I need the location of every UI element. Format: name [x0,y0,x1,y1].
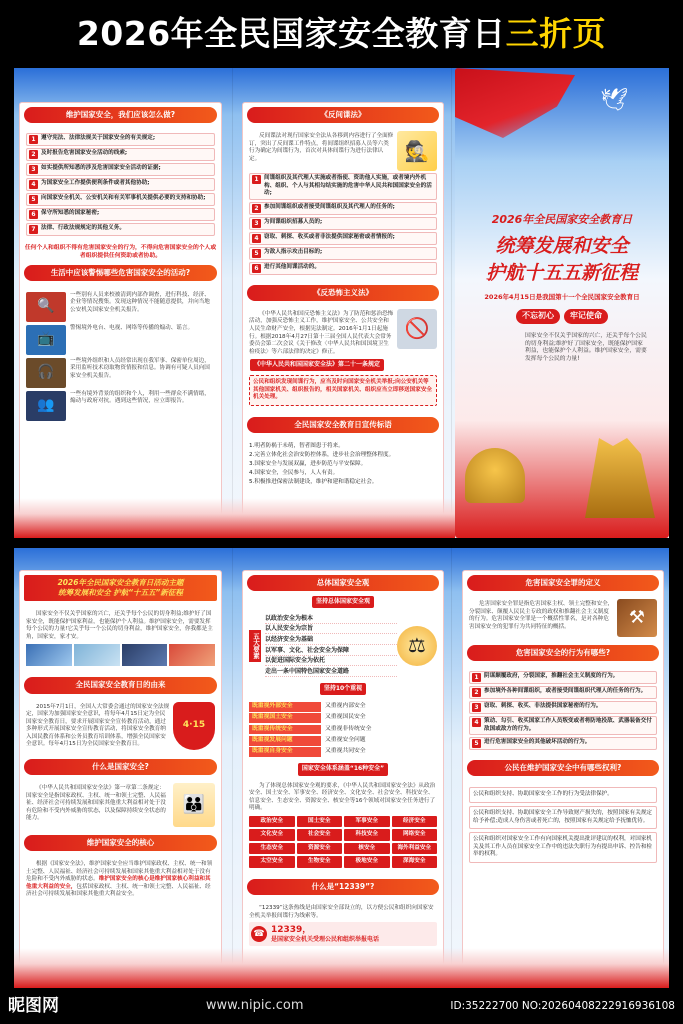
article-title: 《中华人民共和国国家安全法》第二十一条规定 [250,359,384,371]
emphasis-left: 既重视传统安全 [249,725,321,735]
list-item [26,133,215,146]
security-domain: 政治安全 [249,816,295,828]
right-item: 公民和组织支持、协助国家安全工作的行为受法律保护。 [469,787,657,803]
sub-heading: 坚持总体国家安全观 [312,596,374,608]
item-number: 5 [252,249,261,258]
cover-subtitle: 2026年全民国家安全教育日 [491,213,633,226]
item-text: 参加间谍组织或者接受间谍组织及其代理人的任务的; [264,203,395,210]
harmful-acts-list [463,665,663,756]
sixteen-intro: 为了体现总体国家安全观的要求，《中华人民共和国国家安全法》从政治安全、国土安全、军事安全、经济安全、文化安全、社会安全、科技安全、信息安全、生态安全、资源安全、核安全等16个领域对国家安全任务进行了明确。 [249,782,436,812]
item-number: 1 [29,135,38,144]
list-item [249,217,437,230]
brochure-outer-side [14,68,669,538]
section-heading: 危害国家安全的行为有哪些? [467,645,659,661]
emphasis-left: 既重视自身安全 [249,747,321,757]
security-domain: 生物安全 [297,856,343,868]
emphasis-right: 又重视安全问题 [325,736,366,743]
item-text: 为间谍组织招募人员的; [264,218,323,225]
vigilance-item [26,292,215,322]
section-heading: 危害国家安全罪的定义 [467,575,659,591]
item-text: 策动、勾引、收买国家工作人员叛变或者将防地投敌、武器装备交付敌国或敌方的行为。 [484,718,652,732]
section-heading: 《反恐怖主义法》 [247,285,439,301]
list-item [469,671,657,684]
list-item [249,232,437,245]
emphasis-left: 既重视外部安全 [249,702,321,712]
spy-illustration-icon: 🕵 [397,131,437,171]
security-domain: 文化安全 [249,829,295,841]
list-item [469,737,657,750]
security-domain: 军事安全 [344,816,390,828]
item-text: 进行其他间谍活动的。 [264,263,320,270]
emphasis-row [249,736,437,746]
element-item: 走出一条中国特色国家安全道路 [265,668,397,677]
gavel-icon: ⚒ [617,599,657,637]
cover-slogan-2: 护航十五五新征程 [485,262,638,285]
spy-acts-list [249,173,437,275]
slogan: 3.国家安全与发展双赢，进步防范与平安保障。 [249,460,367,467]
hotline-intro: “12339”这条热线是由国家安全部设立的，以方便公民和组织向国家安全机关举报间谍行为线索等。 [249,905,434,919]
phone-icon: ☎ [251,926,267,942]
list-item [26,163,215,176]
right-item: 公民和组织对国家安全工作有向国家机关提出批评建议的权利，对国家机关及其工作人员在国家安全工作中的违法失职行为有提出申诉、控告和检举的权利。 [469,832,657,863]
panel-laws [242,102,444,530]
vigilance-item [26,391,215,421]
list-item [249,173,437,200]
illustration-icon: 🔍 [26,292,66,322]
duty-list [20,127,221,242]
sub-heading: 国家安全体系涵盖“16种安全” [298,763,388,775]
emphasis-right: 又重视国民安全 [325,714,366,721]
security-domain: 网络安全 [392,829,438,841]
item-text: 警惕境外电台、电视、网络等传播的煽动、谣言。 [70,324,194,331]
watermark-bar [0,988,683,1024]
item-text: 阴谋颠覆政府，分裂国家，推翻社会主义制度的行为。 [484,673,619,680]
vigilance-item [26,325,215,355]
section-heading: 生活中应该警惕哪些危害国家安全的活动? [24,265,217,281]
list-item [249,247,437,260]
element-item: 以军事、文化、社会安全为保障 [265,647,397,656]
cover-body: 国家安全不仅关乎国家的兴亡，还关乎每个公民的切身利益;维护好了国家安全，既能保护国家利益，也能保护个人利益。维护国家安全，需要发挥每个公民的力量! [525,332,647,363]
list-item [26,193,215,206]
brochure-inner-side [14,548,669,988]
slogan: 1.明者防祸于未萌，智者图患于将来。 [249,442,344,449]
item-number: 4 [472,718,481,727]
item-text: 窃取、刺探、收买、非法提供国家秘密的行为。 [484,703,602,710]
cover-date-line: 2026年4月15日是我国第十一个全民国家安全教育日 [484,293,640,302]
item-text: 向国家安全机关、公安机关和有关军事机关提供必要的支持和协助; [41,195,206,202]
security-photo [74,644,120,666]
origin-text: 2015年7月1日，全国人大常委会通过的国家安全法规定，国家为加强国家安全意识，将每年4月15日定为全民国家安全教育日，要求开展国家安全宣传教育活动，通过多种形式开展国家安全宣传教育活动，将国家安全教育纳入国民教育体系和公务员教育培训体系，增强全民国家安全意识。每年4月15日为全民国家安全教育日。 [26,703,170,748]
item-number: 6 [252,264,261,273]
emphasis-row [249,747,437,757]
slogan-list [243,437,443,492]
emphasis-right: 又重视内部安全 [325,702,366,709]
section-heading: 什么是“12339”? [247,879,439,895]
item-text: 进行危害国家安全的其他破坏活动的行为。 [484,739,591,746]
security-domain: 太空安全 [249,856,295,868]
list-item [249,202,437,215]
lion-statue-icon [465,448,525,503]
slogan: 5.积极推进保密法制建设，维护和建和谐稳定社会。 [249,478,378,485]
list-item [26,223,215,236]
item-text: 及时报告危害国家安全活动的线索; [41,150,128,157]
item-number: 6 [29,210,38,219]
item-number: 2 [29,150,38,159]
panel-cover [455,68,669,538]
security-domain: 深海安全 [392,856,438,868]
list-item [469,716,657,735]
item-number: 3 [29,165,38,174]
item-number: 2 [472,688,481,697]
section-heading: 公民在维护国家安全中有哪些权利? [467,760,659,776]
definition-text: 危害国家安全罪是指危害国家主权、领土完整和安全，分裂国家、颠覆人民民主专政的政权和推翻社会主义制度的行为。危害国家安全罪是一个概括性罪名，是对各种危害国家安全的犯罪行为共同特征的概括。 [469,601,614,630]
panel-theme [19,570,222,980]
item-text: 参加境外各种间谍组织，或者接受间谍组织代理人的任务的行为。 [484,688,647,695]
title-bar [0,0,683,68]
scales-icon: ⚖ [397,626,437,666]
item-number: 5 [472,739,481,748]
security-domain: 社会安全 [297,829,343,841]
item-number: 5 [29,195,38,204]
monument-icon [585,438,655,518]
emphasis-right: 又重视共同安全 [325,748,366,755]
what-text: 《中华人民共和国国家安全法》第一章第二条规定：国家安全是指国家政权、主权、统一和领土完整、人民福祉、经济社会可持续发展和国家其他重大利益相对处于没有危险和不受内外威胁的状态，以及保障持续安全状态的能力。 [26,784,166,822]
item-number: 4 [252,234,261,243]
security-domain: 核安全 [344,843,390,855]
section-heading: 什么是国家安全? [24,759,217,775]
ten-emphases-list [243,696,443,762]
section-heading: 《反间谍法》 [247,107,439,123]
badge: 牢记使命 [564,309,608,324]
item-number: 2 [252,204,261,213]
theme-text: 统筹发展和安全 护航“十五五”新征程 [58,588,183,598]
article-text: 公民和组织发现间谍行为，应当及时向国家安全机关举报;向公安机关等其他国家机关、组织报告的，相关国家机关、组织应当立即移送国家安全机关处理。 [249,375,437,406]
terror-illustration-icon: 🚫 [397,309,437,349]
anti-terror-text: 《中华人民共和国反恐怖主义法》为了防范和惩治恐怖活动，加强反恐怖主义工作，维护国家安全、公共安全和人民生命财产安全，根据宪法制定。2016年1月1日起施行。根据2018年4月27日第十三届全国人民代表大会常务委员会第二次会议《关于修改〈中华人民共和国国境卫生检疫法〉等六部法律的决定》修正。 [249,310,394,355]
emphasis-right: 又重视非传统安全 [325,725,372,732]
item-number: 3 [252,219,261,228]
date-badge: 4·15 [182,720,206,731]
site-logo: 昵图网 [8,995,59,1016]
emphasis-row [249,725,437,735]
item-text: 间谍组织及其代理人实施或者指使、资助他人实施，或者境内外机构、组织、个人与其相勾结实施的危害中华人民共和国国家安全的活动; [264,175,432,197]
section-heading: 全民国家安全教育日的由来 [24,677,217,693]
site-url: www.nipic.com [205,998,304,1014]
element-item: 以促进国际安全为依托 [265,657,397,666]
bottom-ribbon [14,948,669,988]
cover-slogan-1: 统筹发展和安全 [495,234,629,257]
security-domain: 资源安全 [297,843,343,855]
people-illustration-icon: 👪 [173,783,215,827]
item-number: 1 [252,175,261,184]
anti-spy-intro: 反间谍法对现行国家安全法从各移到内容进行了全面修订，突出了反间谍工作特点，将间谍组织招募人员等六类行为确定为间谍行为，首次对具体间谍行为进行法律认定。 [249,133,394,162]
security-domain: 生态安全 [249,843,295,855]
hotline-number: 12339， [271,925,312,936]
item-text: 一些有境外背景的组织和个人，利用一些群众不满情绪，煽动与政府对抗。遇到这些情况，应立即报告。 [70,390,210,405]
badge: 不忘初心 [516,309,560,324]
theme-title: 2026年全民国家安全教育日活动主题 [57,578,184,587]
hotline-desc: 是国家安全机关受理公民和组织举报电话 [271,936,380,944]
list-item [26,178,215,191]
security-photo [122,644,168,666]
section-heading: 总体国家安全观 [247,575,439,591]
illustration-icon: 👥 [26,391,66,421]
panel-overall-view [242,570,444,980]
item-text: 保守所知悉的国家秘密; [41,210,100,217]
sub-heading: 坚持10个重视 [320,683,366,695]
page-title: 2026年全民国家安全教育日三折页 [76,13,607,53]
slogan: 4.国家安全，全民参与，人人有责。 [249,469,339,476]
section-heading: 维护国家安全，我们应该怎么做? [24,107,217,123]
element-item: 以经济安全为基础 [265,636,397,645]
item-text: 如实提供所知悉的涉及危害国家安全活动的证据; [41,165,161,172]
core-text: 根据《国家安全法》，维护国家安全应当维护国家政权、主权、统一和领土完整、人民福祉、经济社会可持续发展和国家其他重大利益相对处于没有危险和不受内外威胁的状态。维护国家安全的核心是维护国家核心利益和其他重大利益的安全，包括国家政权、主权、统一和领土完整、人民福祉、经济社会可持续发展和国家其他重大利益安全。 [26,861,213,898]
security-domain: 极地安全 [344,856,390,868]
dove-icon: 🕊 [600,88,628,113]
emphasis-left: 既重视国土安全 [249,713,321,723]
right-item: 公民和组织支持、协助国家安全工作导致财产损失的，按照国家有关规定给予补偿;造成人身伤害或者死亡的，按照国家有关规定给予抚恤优待。 [469,806,657,829]
security-domain: 科技安全 [344,829,390,841]
item-text: 窃取、刺探、收买或者非法提供国家秘密或者情报的; [264,233,395,240]
elements-label: 五大要素 [249,630,261,662]
list-item [469,701,657,714]
list-item [26,148,215,161]
illustration-icon: 📺 [26,325,66,355]
bottom-ribbon [14,498,455,538]
emphasis-row [249,713,437,723]
item-text: 遵守宪法、法律法规关于国家安全的有关规定; [41,135,156,142]
list-item [469,686,657,699]
list-item [249,262,437,275]
section-heading: 全民国家安全教育日宣传标语 [247,417,439,433]
item-number: 3 [472,703,481,712]
security-photo [169,644,215,666]
item-number: 1 [472,673,481,682]
item-text: 一些境外组织和人员经常出现在我军事、保密单位周边，采用监听技术窃取物资情报和信息。协调有可疑人员向国家安全机关报告。 [70,357,210,379]
item-number: 4 [29,180,38,189]
illustration-icon: 🎧 [26,358,66,388]
five-elements-list [265,613,397,678]
warning-text: 任何个人和组织不得有危害国家安全的行为，不得向危害国家安全的个人或者组织提供任何资助或者协助。 [24,245,217,259]
emphasis-row [249,702,437,712]
element-item: 以政治安全为根本 [265,615,397,624]
theme-body: 国家安全不仅关乎国家的兴亡，还关乎每个公民的切身利益;维护好了国家安全，既能保护国家利益，也能保护个人利益。维护国家安全，需要发挥每个公民的力量!它关乎每一个公民的切身利益，维护国家安全，你我都是主角，国家安，家才安。 [26,611,213,640]
element-item: 以人民安全为宗旨 [265,625,397,634]
flag-icon [455,68,575,138]
item-text: 一些别有人员来校被清到内部作调查，进行科技、经济、企业等情况搜集。发现这种情况不能随意提供，并向当地公安机关国家安全机关报告。 [70,291,210,313]
sixteen-securities-grid [249,816,437,868]
vigilance-item [26,358,215,388]
slogan: 2.完善立体化社会治安防控体系，进步社会治理整体程度。 [249,451,395,458]
item-text: 为敌人指示攻击目标的; [264,248,323,255]
section-heading: 维护国家安全的核心 [24,835,217,851]
list-item [26,208,215,221]
shield-icon [173,702,215,750]
item-text: 为国家安全工作提供便利条件或者其他协助; [41,180,150,187]
item-number: 7 [29,225,38,234]
item-text: 法律、行政法规规定的其他义务。 [41,225,125,232]
rights-list [463,780,663,869]
security-domain: 海外利益安全 [392,843,438,855]
panel-crimes [462,570,664,980]
security-domain: 国土安全 [297,816,343,828]
image-id: ID:35222700 NO:20260408222916936108 [450,999,675,1012]
emphasis-left: 既重视发展问题 [249,736,321,746]
vigilance-list [20,285,221,428]
security-photo [26,644,72,666]
security-domain: 经济安全 [392,816,438,828]
panel-duties [19,102,222,530]
